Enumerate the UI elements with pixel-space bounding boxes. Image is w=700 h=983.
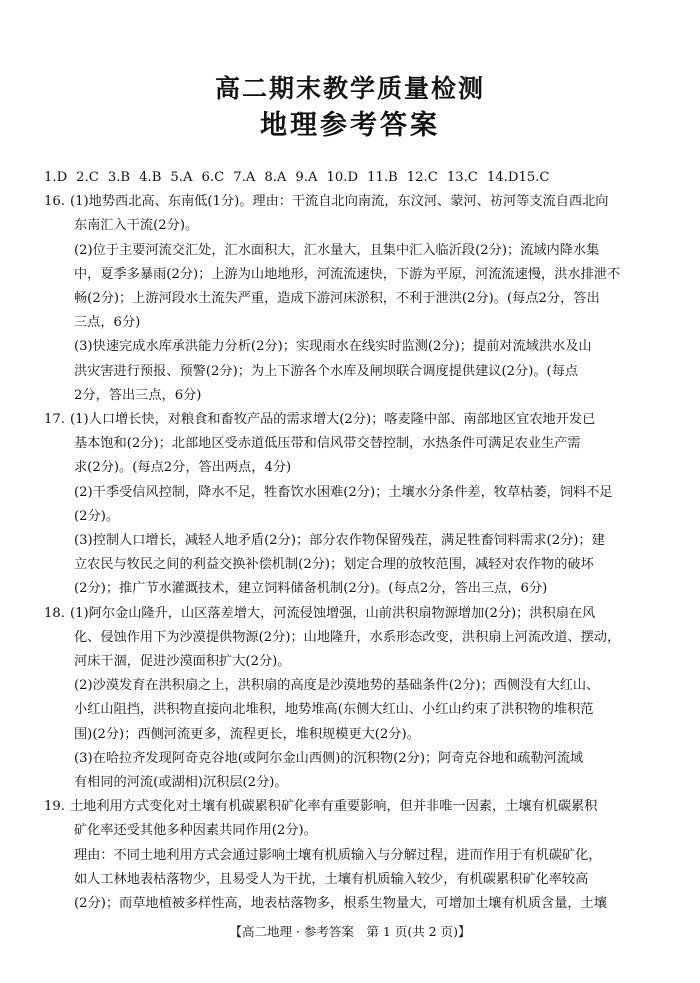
answer-item: 1.D [44,170,68,185]
question-number: 19. [44,799,65,815]
answer-item: 5.A [170,170,193,185]
answer-item: 15.C [518,170,550,185]
question-17 [44,408,656,602]
document-title: 地理参考答案 [260,110,440,141]
answer-line: (2分)；而草地植被多样性高，地表枯落物多，根系生物量大，可增加土壤有机质含量，土壤 [74,896,607,912]
answer-line: 三点，6分) [74,315,141,331]
answer-item: 10.D [326,170,359,185]
answer-line: (3)控制人口增长，减轻人地矛盾(2分)；部分农作物保留残茬，满足牲畜饲料需求(2分)；建 [74,533,605,549]
answer-item: 7.A [233,170,256,185]
answer-item: 13.C [446,170,478,185]
answer-line: (2)干季受信风控制，降水不足，牲畜饮水困难(2分)；土壤水分条件差，牧草枯萎，饲料不足 [74,484,613,500]
answer-line: 小红山阻挡，洪积物直接向北堆积，地势堆高(东侧大红山、小红山约束了洪积物的堆积范 [74,702,594,718]
answer-line: 洪灾害进行预报、预警(2分)；为上下游各个水库及闸坝联合调度提供建议(2分)。(每点 [74,363,579,379]
answer-line: 理由：不同土地利用方式会通过影响土壤有机质输入与分解过程，进而作用于有机碳矿化， [74,847,602,863]
answer-item: 9.A [295,170,318,185]
answer-line: (2)位于主要河流交汇处，汇水面积大，汇水量大，且集中汇入临沂段(2分)；流域内降水集 [74,242,600,258]
answer-line: 土地利用方式变化对土壤有机碳累积矿化率有重要影响，但并非唯一因素，土壤有机碳累积 [70,799,598,815]
answer-line: (2分)；推广节水灌溉技术，建立饲料储备机制(2分)。(每点2分，答出三点，6分) [74,581,548,597]
answer-item: 3.B [107,170,131,185]
answer-item: 11.B [367,170,398,185]
answer-line: 畅(2分)；上游河段水土流失严重，造成下游河床淤积，不利于泄洪(2分)。(每点2分，答出 [74,291,600,307]
question-number: 17. [44,412,65,428]
choice-answers [44,166,656,190]
answer-line: 东南汇入干流(2分)。 [74,218,199,234]
answer-line: 如人工林地表枯落物少，且易受人为干扰，土壤有机质输入较少，有机碳累积矿化率较高 [74,871,589,887]
answer-item: 2.C [76,170,99,185]
answer-line: (1)人口增长快，对粮食和畜牧产品的需求增大(2分)；喀麦隆中部、南部地区宜农地开发已 [70,412,596,428]
answer-line: 求(2分)。(每点2分，答出两点，4分) [74,460,292,476]
answer-line: 矿化率还受其他多种因素共同作用(2分)。 [74,823,317,839]
answer-line: 立农民与牧民之间的利益交换补偿机制(2分)；划定合理的放牧范围，减轻对农作物的破坏 [74,557,594,573]
answer-line: 河床干涸，促进沙漠面积扩大(2分)。 [74,654,291,670]
answer-line: 化、侵蚀作用下为沙漠提供物源(2分)；山地隆升，水系形态改变，洪积扇上河流改道、摆动， [74,629,621,645]
answer-line: 有相同的河流(或湖相)沉积层(2分)。 [74,775,288,791]
question-number: 16. [44,194,65,210]
answer-line: (3)快速完成水库承洪能力分析(2分)；实现雨水在线实时监测(2分)；提前对流域洪水及山 [74,339,592,355]
question-18 [44,602,656,796]
answer-line: (2分)。 [74,508,120,524]
answer-item: 12.C [406,170,438,185]
answer-line: (3)在哈拉齐发现阿奇克谷地(或阿尔金山西侧)的沉积物(2分)；阿奇克谷地和疏勒河流域 [74,750,584,766]
question-19 [44,795,656,916]
answer-item: 6.C [201,170,225,185]
answer-line: (1)阿尔金山隆升，山区落差增大，河流侵蚀增强，山前洪积扇物源增加(2分)；洪积扇在风 [70,605,596,621]
exam-title: 高二期末教学质量检测 [214,74,485,103]
answer-item: 4.B [139,170,162,185]
answer-item: 14.D [486,170,519,185]
question-16 [44,190,656,408]
answer-content [44,166,656,916]
answer-line: (1)地势西北高、东南低(1分)。理由：干流自北向南流，东汶河、蒙河、祊河等支流自西北向 [70,194,609,210]
answer-line: 基本饱和(2分)；北部地区受赤道低压带和信风带交替控制，水热条件可满足农业生产需 [74,436,581,452]
answer-line: (2)沙漠发育在洪积扇之上，洪积扇的高度是沙漠地势的基础条件(2分)；西侧没有大红山、 [74,678,600,694]
question-number: 18. [44,605,65,621]
page-footer: 【高二地理 · 参考答案 第 1 页(共 2 页)】 [229,924,471,939]
answer-line: 中，夏季多暴雨(2分)；上游为山地地形，河流流速快，下游为平原，河流流速慢，洪水排泄不 [74,266,621,282]
answer-item: 8.A [264,170,287,185]
answer-line: 围)(2分)；西侧河流更多，流程更长，堆积规模更大(2分)。 [74,726,420,742]
answer-line: 2分，答出三点，6分) [74,387,202,403]
